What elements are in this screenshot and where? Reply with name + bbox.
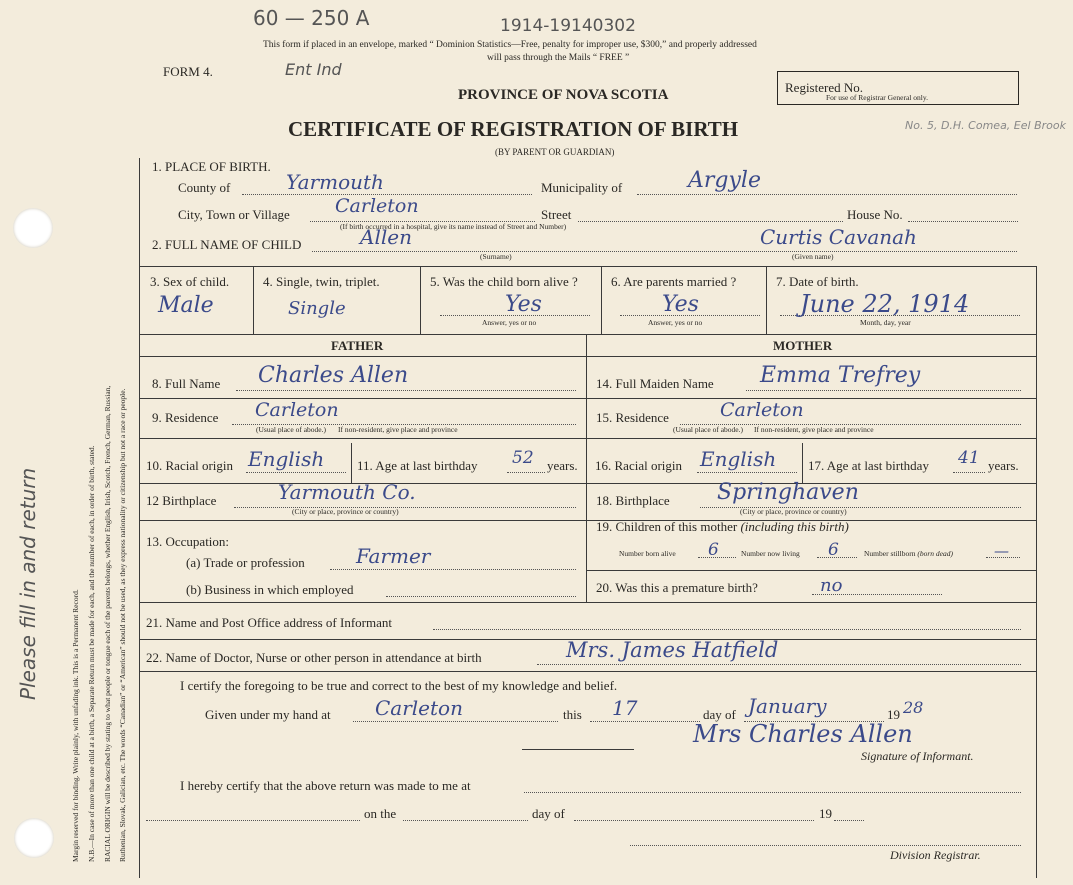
signature-caption: Signature of Informant. bbox=[861, 749, 974, 763]
father-birthplace-value: Yarmouth Co. bbox=[278, 480, 416, 504]
mother-abode-note: (Usual place of abode.) bbox=[673, 425, 743, 434]
mother-birthplace-caption: (City or place, province or country) bbox=[740, 507, 847, 516]
born-alive-count-label: Number born alive bbox=[619, 549, 676, 558]
children-label: 19. Children of this mother (including this birth) bbox=[596, 519, 849, 534]
certify-place-value: Carleton bbox=[375, 696, 463, 720]
date-of-birth-caption: Month, day, year bbox=[860, 318, 911, 327]
father-birthplace-label: 12 Birthplace bbox=[146, 493, 217, 508]
form-label: FORM 4. bbox=[163, 64, 213, 79]
mother-racial-origin-label: 16. Racial origin bbox=[595, 458, 683, 473]
trade-label: (a) Trade or profession bbox=[186, 555, 305, 570]
margin-text-2: N.B.—In case of more than one child at a birth, a Separate Return must be made for each, and the number of each, in order of birth, stated. bbox=[87, 445, 96, 862]
certify-year-value: 28 bbox=[903, 698, 924, 717]
father-age-label: 11. Age at last birthday bbox=[357, 458, 478, 473]
now-living-value: 6 bbox=[828, 540, 839, 560]
binder-hole-top bbox=[13, 208, 53, 248]
city-value: Carleton bbox=[335, 195, 419, 217]
province-heading: PROVINCE OF NOVA SCOTIA bbox=[458, 87, 669, 103]
father-name-value: Charles Allen bbox=[258, 363, 409, 388]
county-value: Yarmouth bbox=[286, 170, 384, 194]
stillborn-value: — bbox=[994, 542, 1009, 560]
parents-married-label: 6. Are parents married ? bbox=[611, 274, 737, 289]
margin-text-4: Ruthenian, Slovak, Galician, etc. The words “Canadian” or “American” should not be used, as they express nationality or citizenship but not a race or people. bbox=[118, 388, 127, 862]
certify-year-prefix: 19 bbox=[887, 707, 900, 722]
born-alive-count-value: 6 bbox=[708, 540, 719, 560]
mother-name-label: 14. Full Maiden Name bbox=[596, 376, 714, 391]
father-birthplace-caption: (City or place, province or country) bbox=[292, 507, 399, 516]
street-label: Street bbox=[541, 207, 572, 222]
stillborn-label: Number stillborn (born dead) bbox=[864, 549, 953, 558]
plurality-label: 4. Single, twin, triplet. bbox=[263, 274, 380, 289]
division-registrar-label: Division Registrar. bbox=[890, 848, 981, 862]
given-under-hand-label: Given under my hand at bbox=[205, 707, 331, 722]
occupation-label: 13. Occupation: bbox=[146, 534, 230, 549]
house-no-label: House No. bbox=[847, 207, 903, 222]
plurality-value: Single bbox=[288, 298, 346, 319]
municipality-value: Argyle bbox=[688, 168, 761, 193]
business-label: (b) Business in which employed bbox=[186, 582, 354, 597]
trade-value: Farmer bbox=[356, 544, 431, 568]
premature-value: no bbox=[820, 575, 843, 596]
informant-signature: Mrs Charles Allen bbox=[693, 720, 913, 748]
given-name-value: Curtis Cavanah bbox=[760, 225, 917, 249]
registration-number: 1914-19140302 bbox=[500, 16, 636, 36]
mother-age-value: 41 bbox=[958, 448, 980, 468]
margin-text-1: Margin reserved for binding. Write plainly, with unfading ink. This is a Permanent Record. bbox=[71, 589, 80, 862]
father-racial-origin-label: 10. Racial origin bbox=[146, 458, 234, 473]
mother-birthplace-label: 18. Birthplace bbox=[596, 493, 670, 508]
father-name-label: 8. Full Name bbox=[152, 376, 221, 391]
registrar-note: For use of Registrar General only. bbox=[826, 93, 928, 102]
given-name-caption: (Given name) bbox=[792, 252, 834, 261]
father-abode-note: (Usual place of abode.) bbox=[256, 425, 326, 434]
sex-label: 3. Sex of child. bbox=[150, 274, 230, 289]
parents-married-value: Yes bbox=[662, 292, 699, 317]
father-age-value: 52 bbox=[512, 448, 534, 468]
surname-caption: (Surname) bbox=[480, 252, 512, 261]
on-the-label: on the bbox=[364, 806, 397, 821]
mother-age-years: years. bbox=[988, 458, 1019, 473]
registrar-statement: I hereby certify that the above return was made to me at bbox=[180, 778, 471, 793]
binder-hole-bottom bbox=[14, 818, 54, 858]
born-alive-label: 5. Was the child born alive ? bbox=[430, 274, 578, 289]
entered-note: Ent Ind bbox=[285, 60, 342, 79]
mother-name-value: Emma Trefrey bbox=[760, 363, 921, 388]
certify-month-value: January bbox=[748, 694, 827, 718]
margin-text-3: RACIAL ORIGIN will be described by stating to what people or tongue each of the parents belongs, whether English, Irish, Scotch, French, German, Russian, bbox=[103, 385, 112, 862]
municipality-label: Municipality of bbox=[541, 180, 623, 195]
date-of-birth-value: June 22, 1914 bbox=[800, 290, 970, 318]
hospital-note: (If birth occurred in a hospital, give its name instead of Street and Number) bbox=[340, 222, 567, 231]
left-handwritten-note: Please fill in and return bbox=[16, 467, 40, 700]
postal-note-2: will pass through the Mails “ FREE ” bbox=[487, 53, 630, 63]
registered-label: Registered No. bbox=[785, 80, 863, 95]
mother-residence-value: Carleton bbox=[720, 399, 804, 421]
attendant-label: 22. Name of Doctor, Nurse or other person in attendance at birth bbox=[146, 650, 482, 665]
mother-birthplace-value: Springhaven bbox=[717, 480, 859, 505]
informant-label: 21. Name and Post Office address of Informant bbox=[146, 615, 392, 630]
top-number: 60 — 250 A bbox=[253, 6, 370, 30]
born-alive-value: Yes bbox=[505, 292, 542, 317]
certify-day-value: 17 bbox=[612, 696, 638, 720]
father-residence-value: Carleton bbox=[255, 399, 339, 421]
postal-note: This form if placed in an envelope, marked “ Dominion Statistics—Free, penalty for improper use, $300,” and properly addressed bbox=[263, 40, 757, 50]
sex-value: Male bbox=[158, 293, 214, 318]
city-label: City, Town or Village bbox=[178, 207, 290, 222]
father-residence-label: 9. Residence bbox=[152, 410, 219, 425]
now-living-label: Number now living bbox=[741, 549, 800, 558]
premature-label: 20. Was this a premature birth? bbox=[596, 580, 758, 595]
registrar-year-label: 19 bbox=[819, 806, 832, 821]
this-label: this bbox=[563, 707, 582, 722]
attendant-value: Mrs. James Hatfield bbox=[566, 638, 779, 662]
certify-statement: I certify the foregoing to be true and correct to the best of my knowledge and belief. bbox=[180, 678, 618, 693]
margin-note-right: No. 5, D.H. Comea, Eel Brook bbox=[905, 119, 1066, 132]
mother-age-label: 17. Age at last birthday bbox=[808, 458, 929, 473]
father-age-years: years. bbox=[547, 458, 578, 473]
county-label: County of bbox=[178, 180, 231, 195]
mother-nonresident-note: If non-resident, give place and province bbox=[754, 425, 874, 434]
mother-racial-origin-value: English bbox=[700, 447, 777, 471]
parents-married-caption: Answer, yes or no bbox=[648, 318, 703, 327]
certificate-subtitle: (BY PARENT OR GUARDIAN) bbox=[495, 147, 615, 157]
born-alive-caption: Answer, yes or no bbox=[482, 318, 537, 327]
full-name-label: 2. FULL NAME OF CHILD bbox=[152, 237, 302, 252]
place-of-birth-label: 1. PLACE OF BIRTH. bbox=[152, 159, 271, 174]
day-of-label: day of bbox=[703, 707, 736, 722]
registrar-day-of-label: day of bbox=[532, 806, 565, 821]
surname-value: Allen bbox=[360, 225, 412, 249]
registered-box bbox=[777, 71, 1019, 105]
mother-residence-label: 15. Residence bbox=[596, 410, 669, 425]
father-nonresident-note: If non-resident, give place and province bbox=[338, 425, 458, 434]
certificate-title: CERTIFICATE OF REGISTRATION OF BIRTH bbox=[288, 117, 739, 141]
mother-header: MOTHER bbox=[773, 338, 833, 353]
father-header: FATHER bbox=[331, 338, 384, 353]
date-of-birth-label: 7. Date of birth. bbox=[776, 274, 859, 289]
father-racial-origin-value: English bbox=[248, 447, 325, 471]
